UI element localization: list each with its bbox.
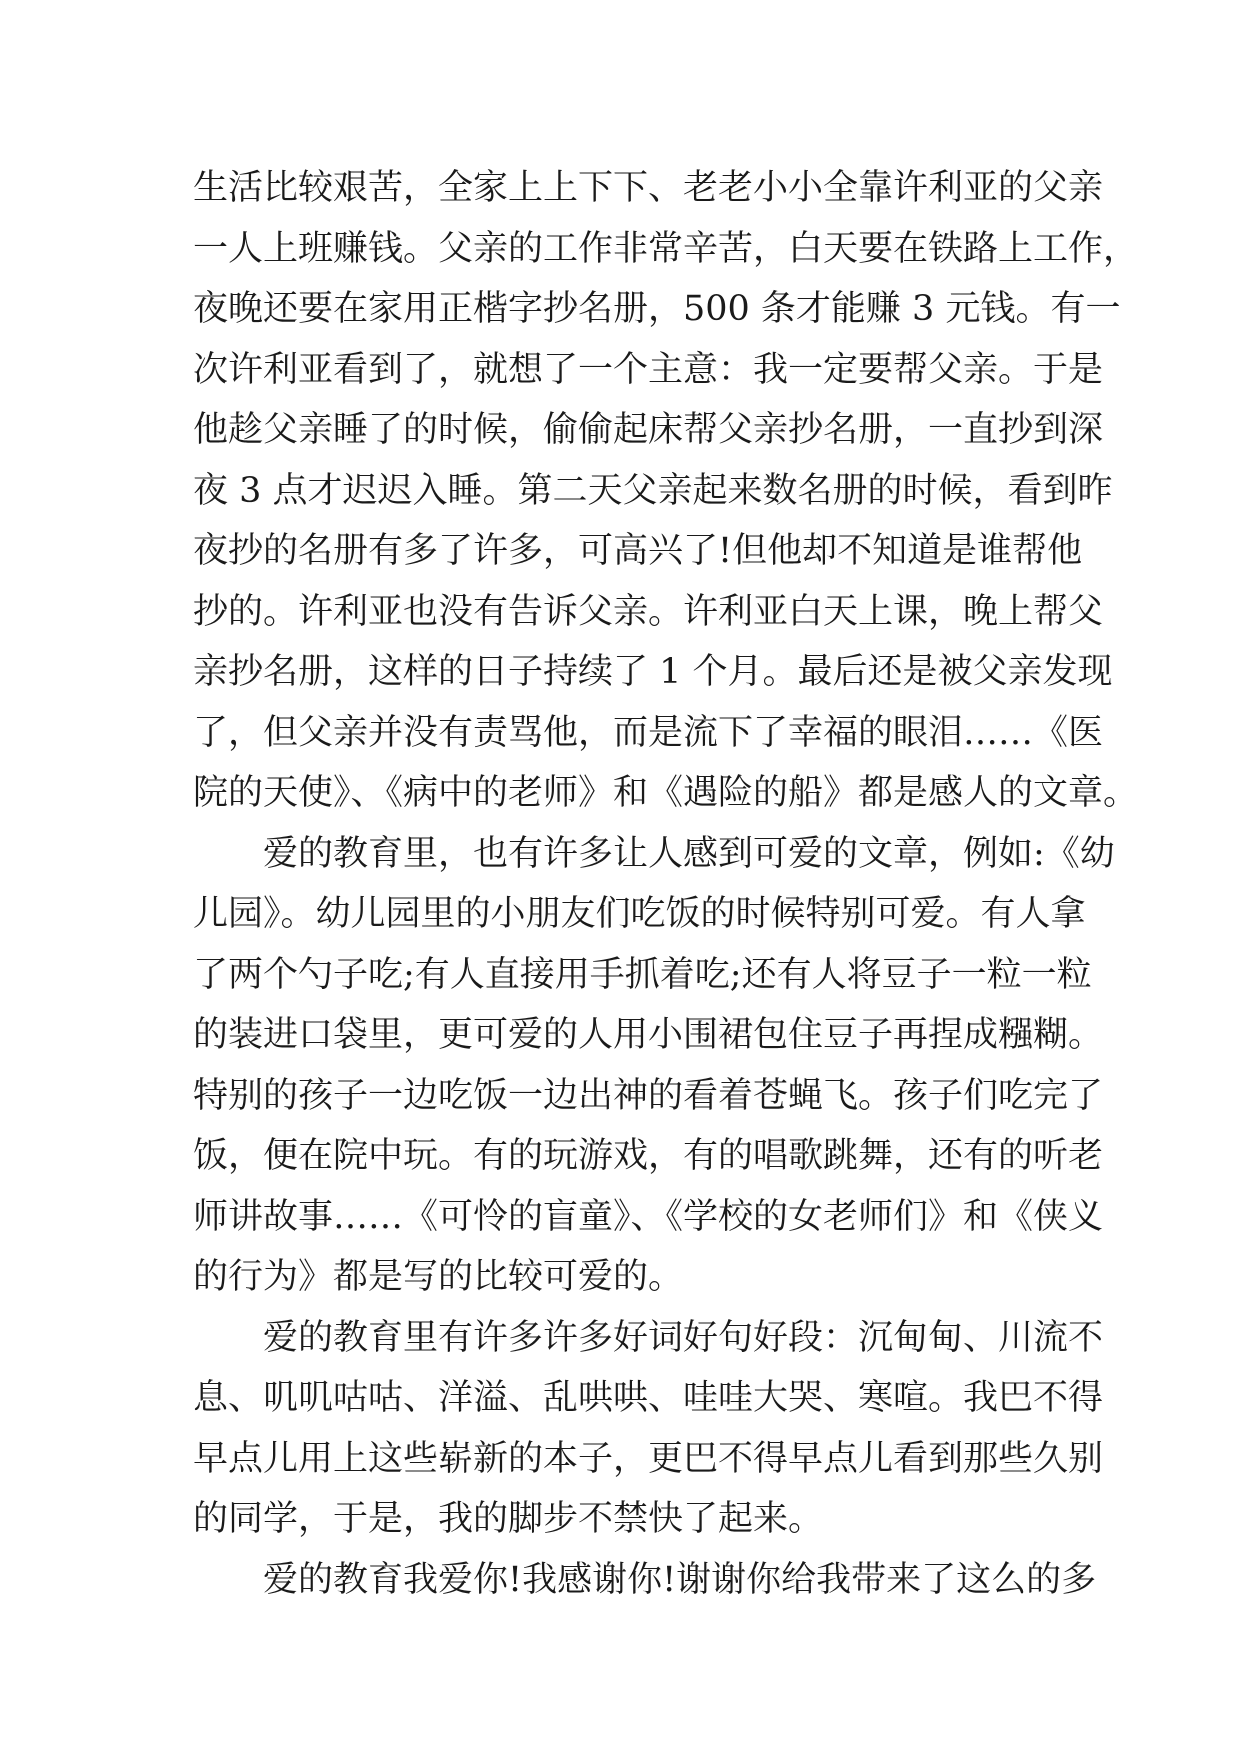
text-line: 夜 3 点才迟迟入睡。第二天父亲起来数名册的时候，看到昨 [193,470,1113,511]
text-line: 息、叽叽咕咕、洋溢、乱哄哄、哇哇大哭、寒喧。我巴不得 [193,1378,1104,1418]
text-line: 他趁父亲睡了的时候，偷偷起床帮父亲抄名册，一直抄到深 [193,410,1104,450]
body-text [193,158,1139,1610]
text-line: 次许利亚看到了，就想了一个主意：我一定要帮父亲。于是 [193,349,1104,390]
text-line: 饭，便在院中玩。有的玩游戏，有的唱歌跳舞，还有的听老 [193,1136,1104,1176]
paragraph-start-line: 爱的教育里有许多许多好词好句好段：沉甸甸、川流不 [263,1317,1104,1358]
text-line: 了，但父亲并没有责骂他，而是流下了幸福的眼泪……《医 [193,712,1104,753]
text-line: 了两个勺子吃;有人直接用手抓着吃;还有人将豆子一粒一粒 [193,954,1092,995]
text-line: 特别的孩子一边吃饭一边出神的看着苍蝇飞。孩子们吃完了 [193,1075,1104,1116]
text-line: 的同学，于是，我的脚步不禁快了起来。 [193,1499,824,1539]
text-line: 的行为》都是写的比较可爱的。 [193,1257,684,1297]
text-line: 的装进口袋里，更可爱的人用小围裙包住豆子再捏成糨糊。 [193,1015,1104,1055]
text-line: 一人上班赚钱。父亲的工作非常辛苦，白天要在铁路上工作， [193,228,1139,269]
paragraph-start-line: 爱的教育我爱你!我感谢你!谢谢你给我带来了这么的多 [263,1559,1097,1600]
text-line: 院的天使》、《病中的老师》和《遇险的船》都是感人的文章。 [193,773,1139,813]
text-line: 抄的。许利亚也没有告诉父亲。许利亚白天上课，晚上帮父 [193,591,1104,632]
text-line: 师讲故事……《可怜的盲童》、《学校的女老师们》和《侠义 [193,1196,1104,1237]
text-line: 早点儿用上这些崭新的本子，更巴不得早点儿看到那些久别 [193,1438,1104,1479]
text-line: 亲抄名册，这样的日子持续了 1 个月。最后还是被父亲发现 [193,652,1113,692]
text-line: 生活比较艰苦，全家上上下下、老老小小全靠许利亚的父亲 [193,168,1104,208]
text-line: 儿园》。幼儿园里的小朋友们吃饭的时候特别可爱。有人拿 [193,894,1086,934]
text-line: 夜晚还要在家用正楷字抄名册，500 条才能赚 3 元钱。有一 [193,289,1121,329]
text-line: 夜抄的名册有多了许多，可高兴了!但他却不知道是谁帮他 [193,531,1083,571]
paragraph-start-line: 爱的教育里，也有许多让人感到可爱的文章，例如:《幼 [263,833,1115,874]
